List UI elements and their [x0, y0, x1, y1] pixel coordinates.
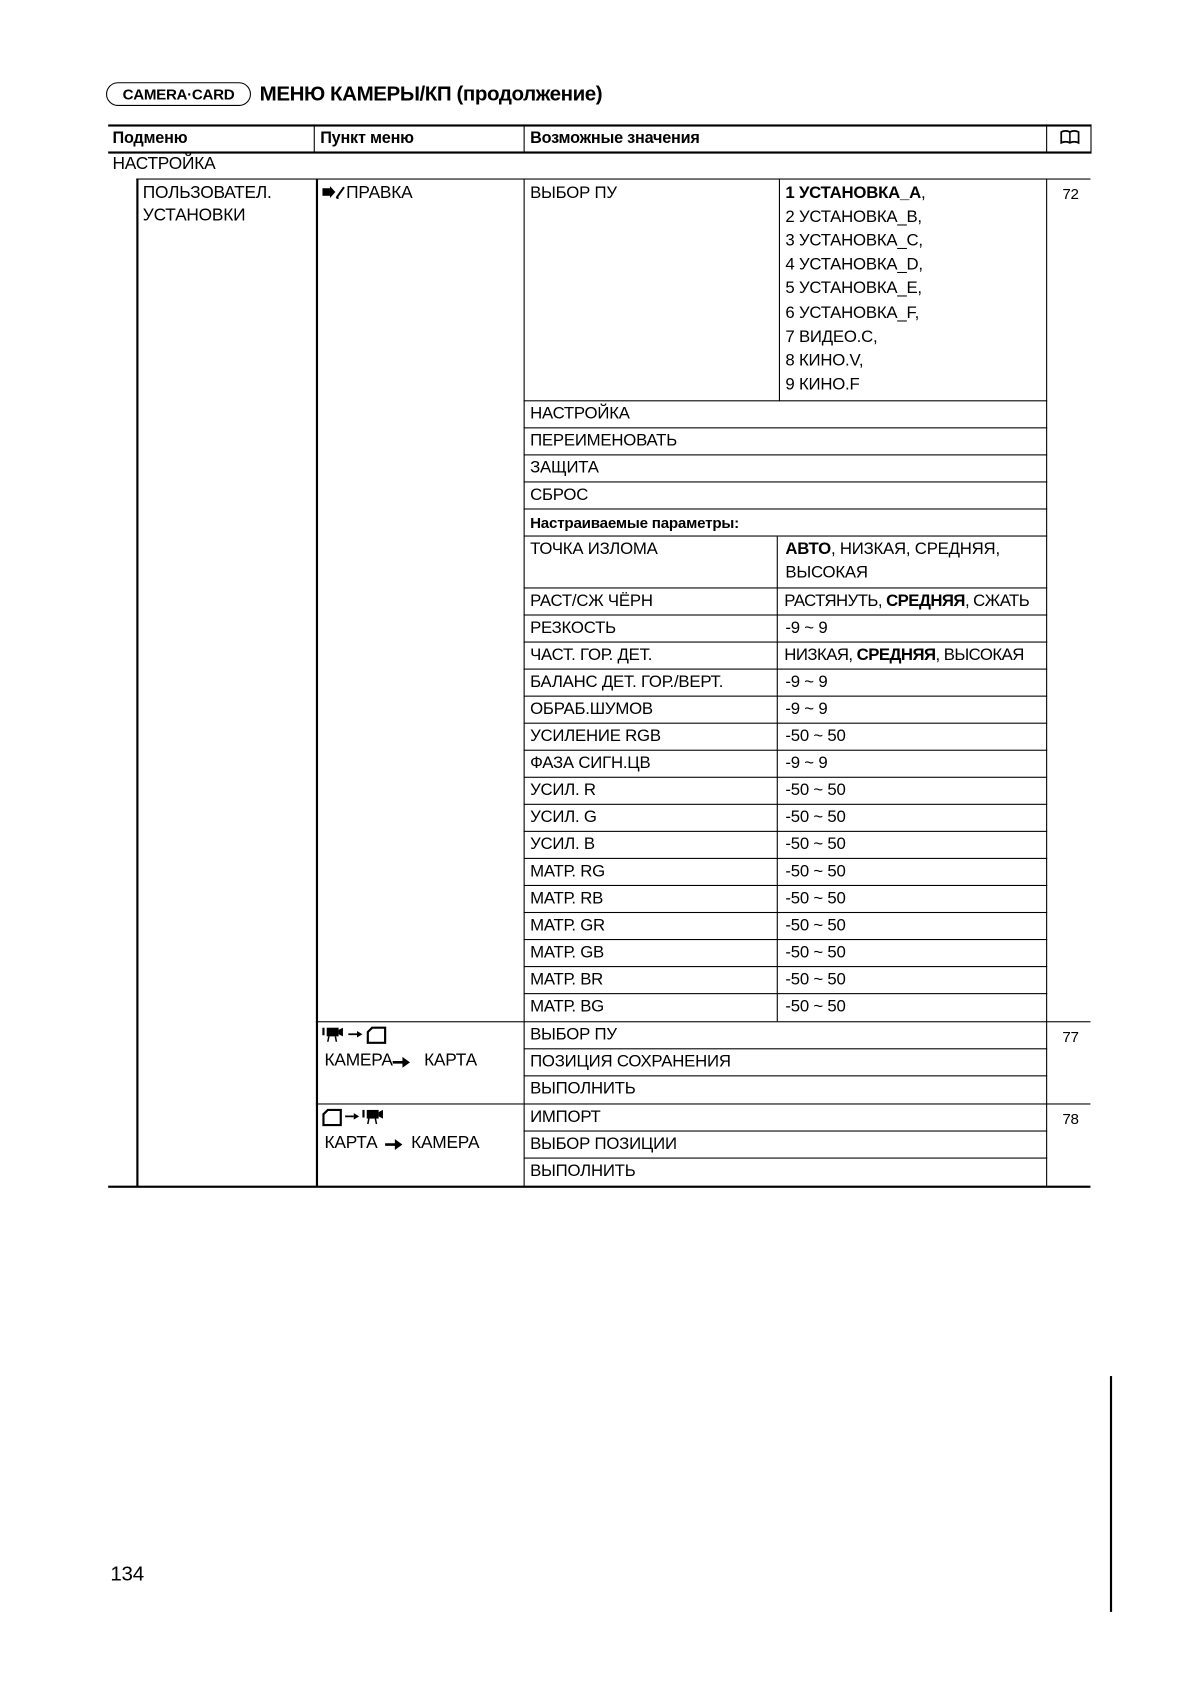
param-label: МАТР. BR	[530, 970, 604, 989]
param-label: УСИЛ. G	[530, 808, 597, 827]
param-label: ФАЗА СИГН.ЦВ	[530, 754, 651, 773]
param-value: НИЗКАЯ, СРЕДНЯЯ, ВЫСОКАЯ	[784, 645, 1024, 665]
action-row: ВЫБОР ПУ	[530, 1025, 617, 1044]
row-rule	[524, 777, 1048, 778]
row-rule	[524, 912, 1048, 913]
table-top-rule	[108, 124, 1091, 126]
row-rule	[524, 939, 1048, 940]
column-header-item: Пункт меню	[320, 128, 414, 148]
param-value: -50 ~ 50	[785, 970, 846, 989]
select-divider	[779, 178, 780, 401]
row-rule	[524, 508, 1048, 509]
action-row: НАСТРОЙКА	[530, 404, 630, 423]
camera-to-card-icon	[321, 1026, 403, 1051]
row-rule	[524, 642, 1048, 643]
param-label: БАЛАНС ДЕТ. ГОР./ВЕРТ.	[530, 672, 724, 692]
params-heading: Настраиваемые параметры:	[530, 513, 739, 532]
page-ref-72: 72	[1062, 184, 1079, 203]
header-divider-3	[1046, 124, 1047, 152]
section-label: НАСТРОЙКА	[112, 154, 216, 174]
values-left-rule	[524, 178, 525, 1186]
row-rule	[524, 535, 1048, 536]
param-value: -9 ~ 9	[785, 672, 828, 692]
select-option: 2 УСТАНОВКА_B,	[785, 207, 922, 227]
select-option: 3 УСТАНОВКА_C,	[785, 231, 923, 250]
row-rule	[524, 1130, 1048, 1131]
header-bottom-rule	[108, 151, 1091, 153]
submenu-left-rule	[136, 178, 138, 1186]
row-rule	[524, 885, 1048, 886]
group3-from-label: КАРТА	[324, 1133, 378, 1153]
param-label: УСИЛЕНИЕ RGB	[530, 726, 661, 746]
item-edit-label: ПРАВКА	[346, 183, 413, 203]
action-row: ПЕРЕИМЕНОВАТЬ	[530, 431, 677, 451]
param-value: -50 ~ 50	[785, 862, 846, 881]
param-label: МАТР. GB	[530, 943, 604, 962]
submenu-label-line1: ПОЛЬЗОВАТЕЛ.	[142, 183, 272, 203]
header-right-edge	[1090, 124, 1091, 152]
param-value: -50 ~ 50	[785, 726, 846, 746]
item-left-rule	[316, 178, 318, 1186]
card-to-camera-icon	[321, 1108, 403, 1133]
action-row: СБРОС	[530, 485, 589, 505]
param-value: РАСТЯНУТЬ, СРЕДНЯЯ, СЖАТЬ	[784, 591, 1030, 611]
param-value: -9 ~ 9	[785, 754, 828, 773]
camera-card-badge-label: CAMERA·CARD	[122, 85, 235, 103]
column-header-submenu: Подменю	[112, 128, 188, 148]
row-rule	[524, 696, 1048, 697]
param-label: РЕЗКОСТЬ	[530, 618, 616, 638]
row-rule	[524, 427, 1048, 428]
param-value: -50 ~ 50	[785, 889, 846, 908]
param-label: МАТР. RB	[530, 889, 604, 908]
param-label: ЧАСТ. ГОР. ДЕТ.	[530, 645, 653, 665]
section-rule	[136, 178, 1090, 179]
param-value: -50 ~ 50	[785, 781, 846, 800]
param-label: МАТР. BG	[530, 997, 604, 1016]
submenu-label-line2: УСТАНОВКИ	[142, 206, 246, 226]
param-label: МАТР. RG	[530, 862, 605, 881]
action-row: ВЫПОЛНИТЬ	[530, 1079, 636, 1099]
camera-card-badge	[106, 82, 251, 106]
page-title: МЕНЮ КАМЕРЫ/КП (продолжение)	[259, 83, 603, 107]
row-rule	[524, 723, 1048, 724]
param-value: -50 ~ 50	[785, 997, 846, 1016]
action-row: ЗАЩИТА	[530, 458, 599, 478]
row-rule	[524, 614, 1048, 615]
header-divider-2	[524, 124, 525, 152]
select-option: 9 КИНО.F	[785, 375, 860, 394]
param-label: ОБРАБ.ШУМОВ	[530, 699, 653, 719]
page-number: 134	[110, 1563, 144, 1586]
header-divider-1	[314, 124, 315, 152]
group2-from-label: КАМЕРА	[324, 1051, 393, 1070]
param-value: -50 ~ 50	[785, 835, 846, 854]
row-rule	[524, 750, 1048, 751]
param-value: -50 ~ 50	[785, 808, 846, 827]
param-value: -9 ~ 9	[785, 618, 828, 638]
row-rule	[524, 454, 1048, 455]
row-rule	[524, 1048, 1048, 1049]
row-rule	[524, 966, 1048, 967]
row-rule	[524, 481, 1048, 482]
row-rule	[524, 1075, 1048, 1076]
group3-to-label: КАМЕРА	[411, 1133, 480, 1153]
column-header-values: Возможные значения	[530, 128, 700, 148]
action-row: ПОЗИЦИЯ СОХРАНЕНИЯ	[530, 1052, 731, 1071]
edit-icon	[322, 185, 346, 206]
select-option: 5 УСТАНОВКА_E,	[785, 279, 922, 298]
select-option: 6 УСТАНОВКА_F,	[785, 303, 920, 323]
select-label: ВЫБОР ПУ	[530, 183, 617, 203]
page-ref-78: 78	[1062, 1109, 1079, 1128]
select-option: 8 КИНО.V,	[785, 351, 864, 370]
page-ref-77: 77	[1062, 1027, 1079, 1046]
param-label: УСИЛ. R	[530, 781, 596, 800]
row-rule	[524, 669, 1048, 670]
params-divider	[777, 537, 778, 1022]
book-icon	[1059, 129, 1081, 152]
row-rule	[524, 831, 1048, 832]
param-label: МАТР. GR	[530, 916, 605, 935]
arrow-right-icon	[384, 1137, 403, 1156]
select-option: 7 ВИДЕО.С,	[785, 327, 878, 347]
arrow-right-icon	[392, 1055, 411, 1074]
param-label: ТОЧКА ИЗЛОМА	[530, 539, 658, 559]
row-rule	[524, 858, 1048, 859]
select-option: 1 УСТАНОВКА_A,	[785, 183, 926, 203]
select-option: 4 УСТАНОВКА_D,	[785, 255, 923, 274]
action-row: ИМПОРТ	[530, 1107, 601, 1127]
row-rule	[524, 993, 1048, 994]
row-rule	[524, 1158, 1048, 1159]
param-label: УСИЛ. B	[530, 835, 595, 854]
action-row: ВЫПОЛНИТЬ	[530, 1161, 636, 1181]
table-bottom-rule	[108, 1186, 1090, 1188]
group3-top-rule	[316, 1103, 1091, 1104]
param-value-cont: ВЫСОКАЯ	[785, 563, 868, 583]
edge-mark	[1110, 1376, 1112, 1612]
action-row: ВЫБОР ПОЗИЦИИ	[530, 1134, 677, 1154]
row-rule	[524, 587, 1048, 588]
param-label: РАСТ/СЖ ЧЁРН	[530, 591, 653, 611]
group2-to-label: КАРТА	[424, 1051, 477, 1070]
param-value: АВТО, НИЗКАЯ, СРЕДНЯЯ,	[785, 539, 1000, 559]
param-value: -50 ~ 50	[785, 916, 846, 935]
group2-top-rule	[316, 1021, 1091, 1022]
param-value: -9 ~ 9	[785, 699, 828, 719]
values-right-rule	[1046, 178, 1047, 1186]
param-value: -50 ~ 50	[785, 943, 846, 962]
row-rule	[524, 804, 1048, 805]
row-rule	[524, 400, 1048, 401]
